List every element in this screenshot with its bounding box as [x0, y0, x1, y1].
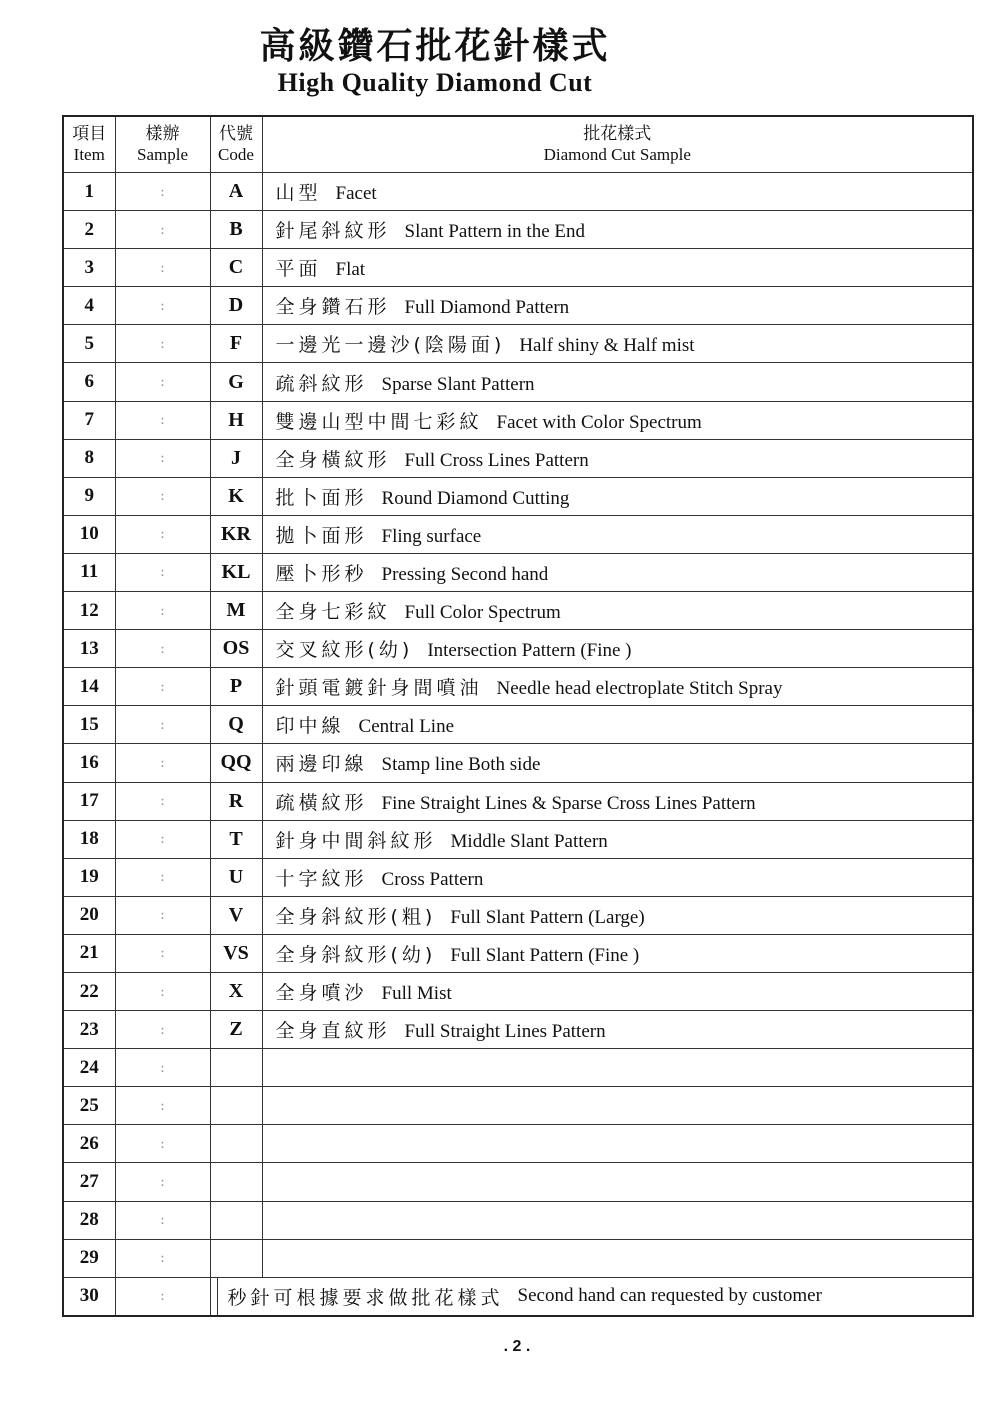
- sample-cell: :: [115, 630, 210, 668]
- table-row: [63, 173, 973, 211]
- sample-cell: :: [115, 706, 210, 744]
- description-cell: [262, 706, 973, 744]
- item-number: 5: [63, 325, 115, 363]
- description-en: Middle Slant Pattern: [450, 830, 608, 852]
- item-number: 12: [63, 592, 115, 630]
- code-cell: G: [210, 363, 262, 401]
- description-cell: [262, 896, 973, 934]
- table-row: [63, 325, 973, 363]
- item-number: 28: [63, 1201, 115, 1239]
- table-body: [63, 173, 973, 1316]
- table-row: [63, 1239, 973, 1277]
- table-row: [63, 1125, 973, 1163]
- item-number: 29: [63, 1239, 115, 1277]
- sample-cell: :: [115, 668, 210, 706]
- header-sample-en: Sample: [137, 144, 188, 164]
- header-code: [210, 116, 262, 173]
- sample-cell: :: [115, 972, 210, 1010]
- code-cell: K: [210, 477, 262, 515]
- sample-cell: :: [115, 515, 210, 553]
- header-description-zh: 批花樣式: [583, 124, 652, 145]
- table-row: [63, 1087, 973, 1125]
- table-row: [63, 668, 973, 706]
- item-number: 30: [63, 1277, 115, 1316]
- table-row: [63, 592, 973, 630]
- description-cell: [262, 287, 973, 325]
- code-cell: KL: [210, 553, 262, 591]
- description-en: Facet with Color Spectrum: [496, 411, 702, 433]
- sample-cell: :: [115, 1201, 210, 1239]
- item-number: 21: [63, 934, 115, 972]
- description-en: Cross Pattern: [381, 868, 484, 890]
- code-cell: U: [210, 858, 262, 896]
- item-number: 26: [63, 1125, 115, 1163]
- custom-request-zh: 秒針可根據要求做批花樣式: [227, 1286, 504, 1309]
- item-number: 14: [63, 668, 115, 706]
- description-zh: 十字紋形: [275, 867, 368, 890]
- item-number: 20: [63, 896, 115, 934]
- item-number: 2: [63, 211, 115, 249]
- item-number: 7: [63, 401, 115, 439]
- header-item-zh: 項目: [72, 124, 107, 145]
- table-row: [63, 553, 973, 591]
- description-zh: 雙邊山型中間七彩紋: [275, 410, 483, 433]
- description-cell: [262, 1201, 973, 1239]
- page-number: . 2 .: [503, 1338, 531, 1355]
- sample-cell: :: [115, 363, 210, 401]
- description-zh: 疏斜紋形: [275, 372, 368, 395]
- item-number: 4: [63, 287, 115, 325]
- description-cell: [262, 858, 973, 896]
- description-en: Central Line: [358, 716, 455, 738]
- description-cell: [262, 515, 973, 553]
- description-cell: [262, 782, 973, 820]
- code-cell: D: [210, 287, 262, 325]
- table-row: [63, 401, 973, 439]
- description-cell: [262, 1011, 973, 1049]
- description-zh: 全身直紋形: [275, 1020, 391, 1043]
- description-en: Stamp line Both side: [381, 754, 541, 776]
- table-row: [63, 820, 973, 858]
- table-row: [63, 363, 973, 401]
- code-cell: C: [210, 249, 262, 287]
- sample-cell: :: [115, 820, 210, 858]
- page-title-chinese: 高級鑽石批花針樣式: [259, 26, 611, 67]
- item-number: 19: [63, 858, 115, 896]
- description-zh: 全身斜紋形(幼): [275, 943, 437, 966]
- page-title-english: High Quality Diamond Cut: [277, 68, 593, 97]
- description-cell: [262, 592, 973, 630]
- code-cell: VS: [210, 934, 262, 972]
- description-zh: 兩邊印線: [275, 753, 368, 776]
- sample-cell: :: [115, 744, 210, 782]
- description-zh: 針頭電鍍針身間噴油: [275, 677, 483, 700]
- code-cell: [210, 1163, 262, 1201]
- code-cell: B: [210, 211, 262, 249]
- code-cell: T: [210, 820, 262, 858]
- description-en: Full Color Spectrum: [404, 602, 561, 624]
- custom-request-note: [210, 1277, 973, 1316]
- description-en: Fling surface: [381, 525, 482, 547]
- description-en: Full Cross Lines Pattern: [404, 449, 589, 471]
- description-zh: 一邊光一邊沙(陰陽面): [275, 334, 506, 357]
- description-en: Needle head electroplate Stitch Spray: [496, 678, 783, 700]
- description-cell: [262, 820, 973, 858]
- header-item-en: Item: [73, 144, 105, 164]
- description-cell: [262, 401, 973, 439]
- table-row: [63, 972, 973, 1010]
- sample-cell: :: [115, 477, 210, 515]
- description-cell: [262, 477, 973, 515]
- item-number: 15: [63, 706, 115, 744]
- sample-cell: :: [115, 249, 210, 287]
- table-row: [63, 515, 973, 553]
- table-row: [63, 1049, 973, 1087]
- sample-cell: :: [115, 173, 210, 211]
- description-zh: 全身鑽石形: [275, 296, 391, 319]
- table-row: [63, 934, 973, 972]
- item-number: 3: [63, 249, 115, 287]
- description-en: Round Diamond Cutting: [381, 487, 570, 509]
- description-zh: 全身橫紋形: [275, 448, 391, 471]
- sample-cell: :: [115, 325, 210, 363]
- description-en: Slant Pattern in the End: [404, 221, 585, 243]
- description-en: Flat: [335, 259, 366, 281]
- description-cell: [262, 630, 973, 668]
- table-row: [63, 439, 973, 477]
- sample-cell: :: [115, 439, 210, 477]
- sample-cell: :: [115, 1087, 210, 1125]
- sample-cell: :: [115, 1011, 210, 1049]
- sample-cell: :: [115, 1049, 210, 1087]
- code-cell: F: [210, 325, 262, 363]
- code-cell: H: [210, 401, 262, 439]
- description-cell: [262, 1125, 973, 1163]
- description-zh: 批卜面形: [275, 486, 368, 509]
- description-zh: 平面: [275, 258, 322, 281]
- description-zh: 壓卜形秒: [275, 562, 368, 585]
- sample-cell: :: [115, 896, 210, 934]
- code-cell: X: [210, 972, 262, 1010]
- description-en: Facet: [335, 183, 377, 205]
- sample-cell: :: [115, 1163, 210, 1201]
- code-cell: QQ: [210, 744, 262, 782]
- description-zh: 針尾斜紋形: [275, 220, 391, 243]
- sample-cell: :: [115, 401, 210, 439]
- header-code-en: Code: [218, 144, 254, 164]
- description-cell: [262, 1087, 973, 1125]
- table-row: [63, 858, 973, 896]
- description-cell: [262, 249, 973, 287]
- item-number: 1: [63, 173, 115, 211]
- description-zh: 全身斜紋形(粗): [275, 905, 437, 928]
- sample-cell: :: [115, 553, 210, 591]
- code-cell: V: [210, 896, 262, 934]
- description-cell: [262, 325, 973, 363]
- item-number: 9: [63, 477, 115, 515]
- table-row: [63, 782, 973, 820]
- table-row: [63, 896, 973, 934]
- description-zh: 交叉紋形(幼): [275, 639, 414, 662]
- description-cell: [262, 439, 973, 477]
- description-en: Full Slant Pattern (Fine ): [450, 944, 640, 966]
- item-number: 18: [63, 820, 115, 858]
- header-code-zh: 代號: [219, 124, 253, 145]
- table-row: [63, 477, 973, 515]
- table-row: [63, 630, 973, 668]
- item-number: 6: [63, 363, 115, 401]
- code-cell: KR: [210, 515, 262, 553]
- code-cell: A: [210, 173, 262, 211]
- code-cell: M: [210, 592, 262, 630]
- table-row: [63, 211, 973, 249]
- item-number: 16: [63, 744, 115, 782]
- table-header-row: [63, 116, 973, 173]
- custom-request-en: Second hand can requested by customer: [517, 1285, 822, 1307]
- item-number: 24: [63, 1049, 115, 1087]
- table-row: [63, 287, 973, 325]
- description-cell: [262, 553, 973, 591]
- code-cell: R: [210, 782, 262, 820]
- sample-cell: :: [115, 1125, 210, 1163]
- sample-cell: :: [115, 287, 210, 325]
- description-cell: [262, 668, 973, 706]
- description-zh: 全身噴沙: [275, 982, 368, 1005]
- description-en: Fine Straight Lines & Sparse Cross Lines Pattern: [381, 792, 756, 814]
- item-number: 25: [63, 1087, 115, 1125]
- description-en: Full Mist: [381, 983, 452, 1005]
- item-number: 11: [63, 553, 115, 591]
- code-cell: [210, 1239, 262, 1277]
- table-row: [63, 706, 973, 744]
- table-row-last: [63, 1277, 973, 1316]
- code-cell: [210, 1049, 262, 1087]
- description-en: Full Diamond Pattern: [404, 297, 570, 319]
- description-zh: 拋卜面形: [275, 524, 368, 547]
- code-cell: Q: [210, 706, 262, 744]
- code-cell: [210, 1087, 262, 1125]
- description-en: Sparse Slant Pattern: [381, 373, 535, 395]
- item-number: 10: [63, 515, 115, 553]
- table-row: [63, 744, 973, 782]
- description-cell: [262, 1163, 973, 1201]
- description-cell: [262, 173, 973, 211]
- header-item: [63, 116, 115, 173]
- description-cell: [262, 744, 973, 782]
- description-zh: 全身七彩紋: [275, 601, 391, 624]
- header-sample-zh: 樣辦: [145, 124, 180, 145]
- sample-cell: :: [115, 592, 210, 630]
- table-row: [63, 1163, 973, 1201]
- item-number: 23: [63, 1011, 115, 1049]
- description-zh: 山型: [275, 182, 322, 205]
- item-number: 22: [63, 972, 115, 1010]
- description-zh: 針身中間斜紋形: [275, 829, 437, 852]
- description-cell: [262, 972, 973, 1010]
- code-cell: P: [210, 668, 262, 706]
- description-en: Half shiny & Half mist: [519, 335, 695, 357]
- description-cell: [262, 1239, 973, 1277]
- code-cell: OS: [210, 630, 262, 668]
- description-cell: [262, 1049, 973, 1087]
- sample-cell: :: [115, 934, 210, 972]
- description-en: Intersection Pattern (Fine ): [427, 640, 632, 662]
- diamond-cut-table: [62, 115, 974, 1317]
- description-en: Full Slant Pattern (Large): [450, 906, 645, 928]
- sample-cell: :: [115, 211, 210, 249]
- description-cell: [262, 211, 973, 249]
- sample-cell: :: [115, 1239, 210, 1277]
- description-en: Pressing Second hand: [381, 563, 549, 585]
- item-number: 8: [63, 439, 115, 477]
- header-description-en: Diamond Cut Sample: [543, 144, 691, 164]
- sample-cell: :: [115, 858, 210, 896]
- description-zh: 疏橫紋形: [275, 791, 368, 814]
- code-cell: Z: [210, 1011, 262, 1049]
- item-number: 13: [63, 630, 115, 668]
- header-sample: [115, 116, 210, 173]
- item-number: 17: [63, 782, 115, 820]
- code-cell: J: [210, 439, 262, 477]
- code-cell: [210, 1201, 262, 1239]
- table-row: [63, 1011, 973, 1049]
- description-zh: 印中線: [275, 715, 345, 738]
- description-cell: [262, 363, 973, 401]
- sample-cell: :: [115, 1277, 210, 1316]
- table-row: [63, 1201, 973, 1239]
- description-cell: [262, 934, 973, 972]
- table-row: [63, 249, 973, 287]
- item-number: 27: [63, 1163, 115, 1201]
- header-description: [262, 116, 973, 173]
- code-cell: [210, 1125, 262, 1163]
- description-en: Full Straight Lines Pattern: [404, 1021, 606, 1043]
- sample-cell: :: [115, 782, 210, 820]
